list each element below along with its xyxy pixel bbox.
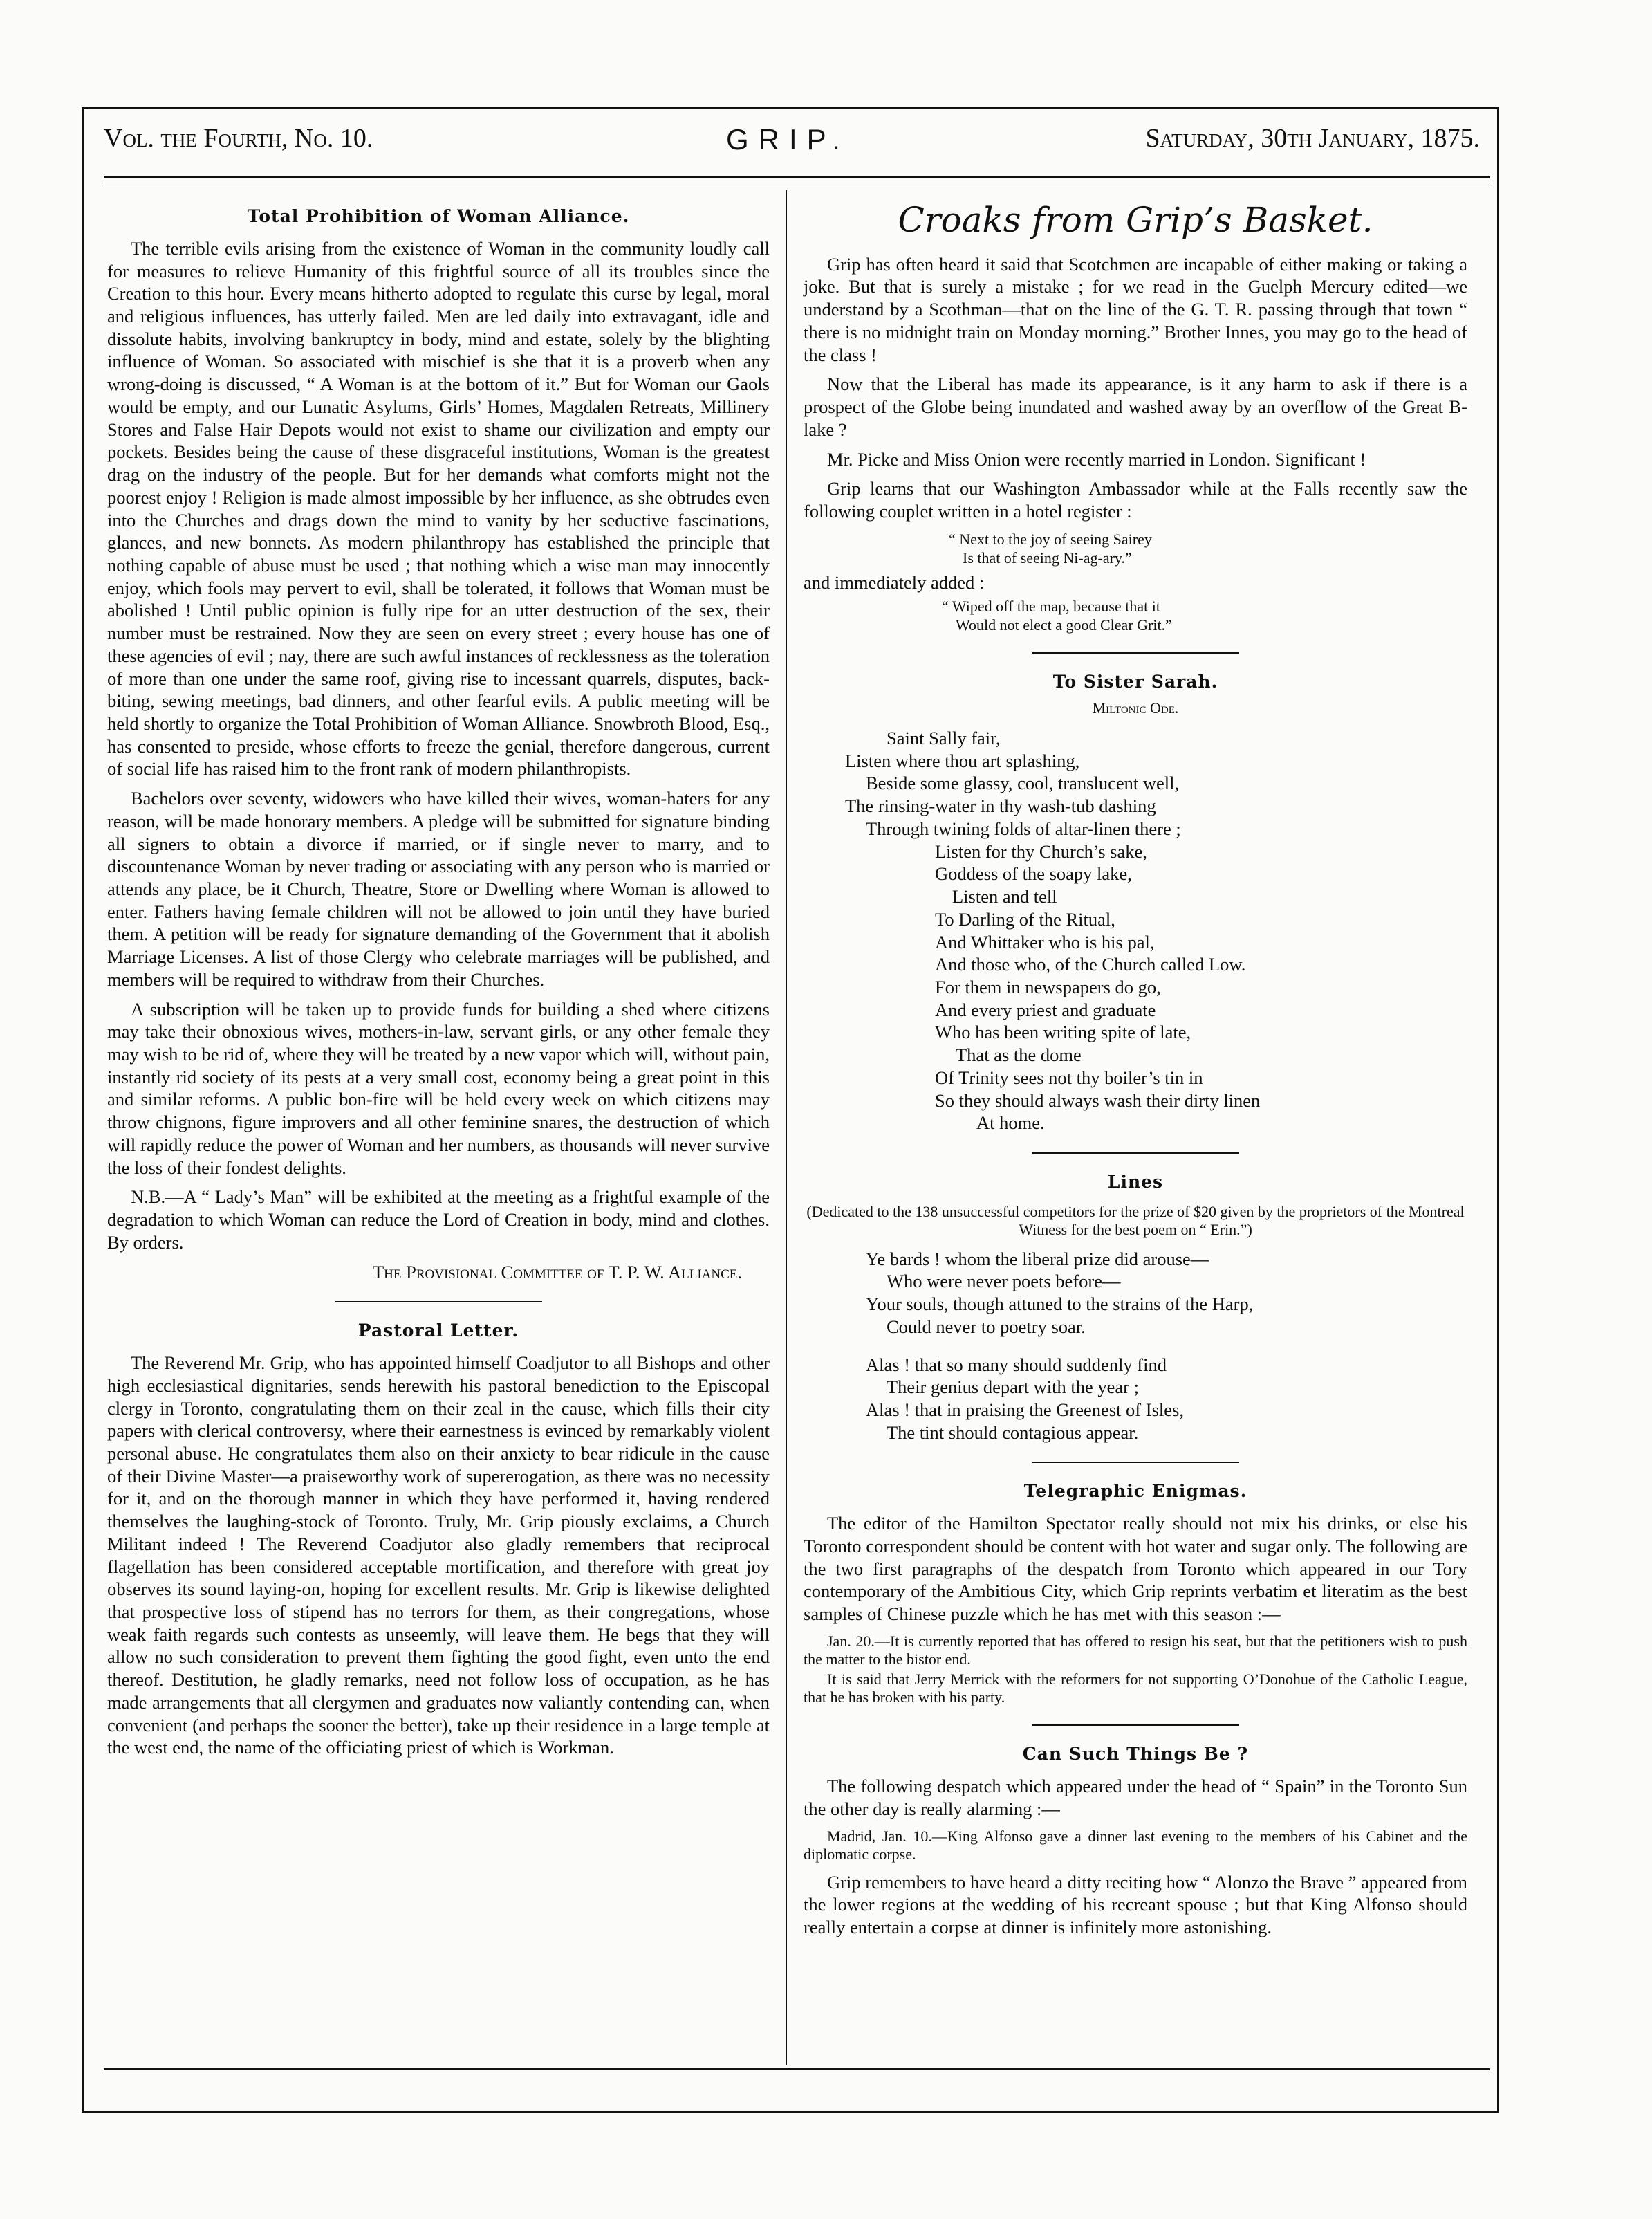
poem-title-lines: Lines (1107, 1171, 1164, 1192)
article-title-can-such-things-be: Can Such Things Be ? (1022, 1744, 1249, 1765)
quote-line: “ Wiped off the map, because that it (942, 597, 1160, 615)
article-paragraph: Now that the Liberal has made its appearance, is it any harm to ask if there is a prospect of the Globe being inundated and washed away by an overflow of the Great B-lake ? (804, 374, 1467, 440)
poem-line: Goddess of the soapy lake, (935, 863, 1132, 885)
right-column (804, 199, 1467, 1946)
article-paragraph: The following despatch which appeared under the head of “ Spain” in the Toronto Sun the other day is really alarming :— (804, 1776, 1467, 1819)
poem-line: At home. (976, 1112, 1045, 1134)
poem-line: Alas ! that in praising the Greenest of Isles, (866, 1399, 1184, 1420)
article-title-prohibition: Total Prohibition of Woman Alliance. (247, 206, 630, 226)
couplet-quote (804, 530, 1467, 567)
poem-line: Beside some glassy, cool, translucent well, (866, 773, 1180, 794)
section-divider (1032, 1152, 1239, 1154)
page-header (104, 123, 1480, 165)
poem-line: Of Trinity sees not thy boiler’s tin in (935, 1067, 1203, 1088)
poem-line: Listen for thy Church’s sake, (935, 840, 1147, 862)
section-divider (1032, 1724, 1239, 1726)
poem-line: Who has been writing spite of late, (935, 1022, 1191, 1043)
poem-lines (804, 1248, 1467, 1444)
poem-line: And every priest and graduate (935, 999, 1156, 1020)
article-paragraph: and immediately added : (804, 571, 985, 593)
poem-line: Listen and tell (952, 886, 1057, 908)
poem-line: Their genius depart with the year ; (887, 1376, 1139, 1398)
despatch-excerpt: Madrid, Jan. 10.—King Alfonso gave a dinner last evening to the members of his Cabinet and the diplomatic corpse. (804, 1827, 1467, 1863)
poem-line: And those who, of the Church called Low. (935, 954, 1246, 975)
article-paragraph: The editor of the Hamilton Spectator really should not mix his drinks, or else his Toronto correspondent should be content with hot water and sugar only. The following are the two first paragraphs of the despatch from Toronto which appeared in our Tory contemporary of the Ambitious City, which Grip reprints verbatim et literatim as the best samples of Chinese puzzle which he has met with this season :— (804, 1513, 1467, 1625)
poem-line: And Whittaker who is his pal, (935, 931, 1155, 952)
article-paragraph: N.B.—A “ Lady’s Man” will be exhibited at the meeting as a frightful example of the degradation to which Woman can reduce the Lord of Creation in body, mind and clothes. By orders. (107, 1186, 770, 1253)
poem-line: So they should always wash their dirty linen (935, 1089, 1261, 1111)
article-paragraph: A subscription will be taken up to provide funds for building a shed where citizens may take their obnoxious wives, mothers-in-law, servant girls, or any other female they may wish to be rid of, where they will be treated by a new vapor which will, without pain, instantly rid society of its pests at a very small cost, economy being a great point in this and similar reforms. A public bon-fire will be held every week on which citizens may throw chignons, figure improvers and all other feminine snares, the destruction of which will rapidly reduce the power of Woman and her numbers, as thousands will never survive the loss of their fondest delights. (107, 998, 770, 1178)
article-paragraph: Grip learns that our Washington Ambassador while at the Falls recently saw the following couplet written in a hotel register : (804, 478, 1467, 522)
article-paragraph: Grip has often heard it said that Scotchmen are incapable of either making or taking a joke. But that is surely a mistake ; for we read in the Guelph Mercury edited—we understand by a Scothman—that on the line of the G. T. R. passing through that town “ there is no midnight train on Monday morning.” Brother Innes, you may go to the head of the class ! (804, 253, 1467, 365)
poem-line: Through twining folds of altar-linen there ; (866, 818, 1181, 839)
section-divider (1032, 652, 1239, 654)
footer-rule (104, 2068, 1490, 2070)
poem-line: The rinsing-water in thy wash-tub dashing (845, 795, 1156, 817)
quote-line: Would not elect a good Clear Grit.” (956, 616, 1172, 634)
poem-line: The tint should contagious appear. (887, 1421, 1139, 1443)
poem-line: Ye bards ! whom the liberal prize did arouse— (866, 1248, 1209, 1269)
poem-dedication: (Dedicated to the 138 unsuccessful competitors for the prize of $20 given by the proprietors of the Montreal Witness for the best poem on “ Erin.”) (806, 1202, 1465, 1239)
poem-line: Your souls, though attuned to the strains of the Harp, (866, 1293, 1254, 1315)
poem-line: Who were never poets before— (887, 1271, 1121, 1292)
poem-line: For them in newspapers do go, (935, 976, 1161, 997)
issue-date: Saturday, 30th January, 1875. (1145, 124, 1480, 153)
volume-number: Vol. the Fourth, No. 10. (104, 124, 373, 153)
article-signature: The Provisional Committee of T. P. W. Alliance. (372, 1261, 742, 1282)
poem-line: Listen where thou art splashing, (845, 750, 1080, 771)
masthead-title: GRIP. (726, 123, 850, 156)
article-paragraph: The Reverend Mr. Grip, who has appointed himself Coadjutor to all Bishops and other high ecclesiastical dignitaries, sends herewith his pastoral benediction to the Episcopal clergy in Toronto, congratulating them on their zeal in the cause, which fills their city papers with clerical controversy, where their earnestness is evinced by remarkably violent personal abuse. He congratulates them also on their anxiety to bear ridicule in the cause of their Divine Master—a praiseworthy work of supererogation, as there was no necessity for it, and on the thorough manner in which they have performed it, having rendered themselves the laughing-stock of Toronto. Truly, Mr. Grip piously exclaims, a Church Militant indeed ! The Reverend Coadjutor also gladly remembers that reciprocal flagellation has been considered acceptable mortification, and therefore with great joy observes its sound laying-on, hoping for excellent results. Mr. Grip is likewise delighted that prospective loss of stipend has no terrors for them, as their congregations, whose weak faith regards such contests as unseemly, will leave them. He begs that they will allow no such consideration to prevent them fighting the good fight, even unto the end thereof. Destitution, he gladly remarks, need not follow loss of occupation, as he has made arrangements that all clergymen and graduates now valiantly contending can, when convenient (and perhaps the sooner the better), take up their residence in a large temple at the west end, the name of the officiating priest of which is Workman. (107, 1352, 770, 1758)
article-paragraph: The terrible evils arising from the existence of Woman in the community loudly call for measures to relieve Humanity of this frightful source of all its troubles since the Creation to this hour. Every means hitherto adopted to regulate this curse by legal, moral and religious influences, has utterly failed. Men are led daily into extravagant, idle and dissolute habits, involving bankruptcy in body, mind and estate, solely by the blighting influence of Woman. So associated with mischief is she that it is a proverb when any wrong-doing is discussed, “ A Woman is at the bottom of it.” But for Woman our Gaols would be empty, and our Lunatic Asylums, Girls’ Homes, Magdalen Retreats, Millinery Stores and False Hair Depots would not exist to shame our civilization and empty our pockets. Besides being the cause of these disgraceful institutions, Woman is the greatest drag on the industry of the people. But for her demands what comforts might not the poorest enjoy ! Religion is made almost impossible by her influence, as she obtrudes even into the Churches and drags down the mind to vanity by her seductive fascinations, glances, and new bonnets. As modern philanthropy has established the principle that nothing capable of abuse must be used ; that nothing which a wise man may innocently enjoy, which fools may pervert to evil, shall be tolerated, it follows that Woman must be abolished ! Until public opinion is fully ripe for an utter destruction of the sex, their number must be restrained. Now they are seen on every street ; every house has one of these agencies of evil ; nay, there are such awful instances of recklessness as the toleration of more than one under the same roof, giving rise to incessant quarrels, disputes, back-biting, sewing meetings, bad dinners, and other fearful evils. A public meeting will be held shortly to organize the Total Prohibition of Woman Alliance. Snowbroth Blood, Esq., has consented to preside, whose efforts to freeze the genial, therefore dangerous, current of social life has raised him to the front rank of modern philanthropists. (107, 237, 770, 780)
article-title-telegraphic: Telegraphic Enigmas. (1023, 1481, 1247, 1502)
poem-line: To Darling of the Ritual, (935, 908, 1115, 930)
poem-line: Could never to poetry soar. (887, 1316, 1086, 1337)
despatch-excerpt: It is said that Jerry Merrick with the reformers for not supporting O’Donohue of the Catholic League, that he has broken with his party. (804, 1670, 1467, 1706)
header-rule-thick (104, 176, 1490, 178)
couplet-quote (804, 597, 1467, 634)
article-paragraph: Bachelors over seventy, widowers who have killed their wives, woman-haters for any reason, will be made honorary members. A pledge will be submitted for signature binding all signers to obtain a divorce if married, or if single never to marry, and to discountenance Woman by never trading or associating with any person who is married or attends any place, be it Church, Theatre, Store or Dwelling where Woman is allowed to enter. Fathers having female children will not be allowed to join until they have buried them. A petition will be ready for signature demanding of the Government that it abolish Marriage Licenses. A list of those Clergy who celebrate marriages will be published, and members will be required to withdraw from their Churches. (107, 788, 770, 990)
article-paragraph: Mr. Picke and Miss Onion were recently married in London. Significant ! (827, 448, 1366, 470)
poem-sister-sarah (804, 727, 1467, 1134)
section-title-croaks: Croaks from Grip’s Basket. (898, 200, 1373, 240)
quote-line: “ Next to the joy of seeing Sairey (949, 530, 1152, 548)
poem-line: Saint Sally fair, (887, 728, 1001, 749)
poem-line: That as the dome (956, 1044, 1082, 1066)
poem-line (804, 1338, 1467, 1354)
poem-line: Alas ! that so many should suddenly find (866, 1354, 1167, 1375)
section-divider (335, 1301, 542, 1302)
left-column (107, 199, 770, 1766)
poem-title-sister-sarah: To Sister Sarah. (1052, 672, 1218, 692)
despatch-excerpt: Jan. 20.—It is currently reported that has offered to resign his seat, but that the petitioners wish to push the matter to the bistor end. (804, 1632, 1467, 1668)
article-paragraph: Grip remembers to have heard a ditty reciting how “ Alonzo the Brave ” appeared from the lower regions at the wedding of his recreant spouse ; but that King Alfonso should really entertain a corpse at dinner is infinitely more astonishing. (804, 1871, 1467, 1937)
section-divider (1032, 1462, 1239, 1463)
article-title-pastoral: Pastoral Letter. (358, 1320, 519, 1341)
poem-subtitle: Miltonic Ode. (1092, 699, 1179, 717)
column-divider (786, 190, 787, 2065)
quote-line: Is that of seeing Ni-ag-ary.” (963, 549, 1132, 567)
